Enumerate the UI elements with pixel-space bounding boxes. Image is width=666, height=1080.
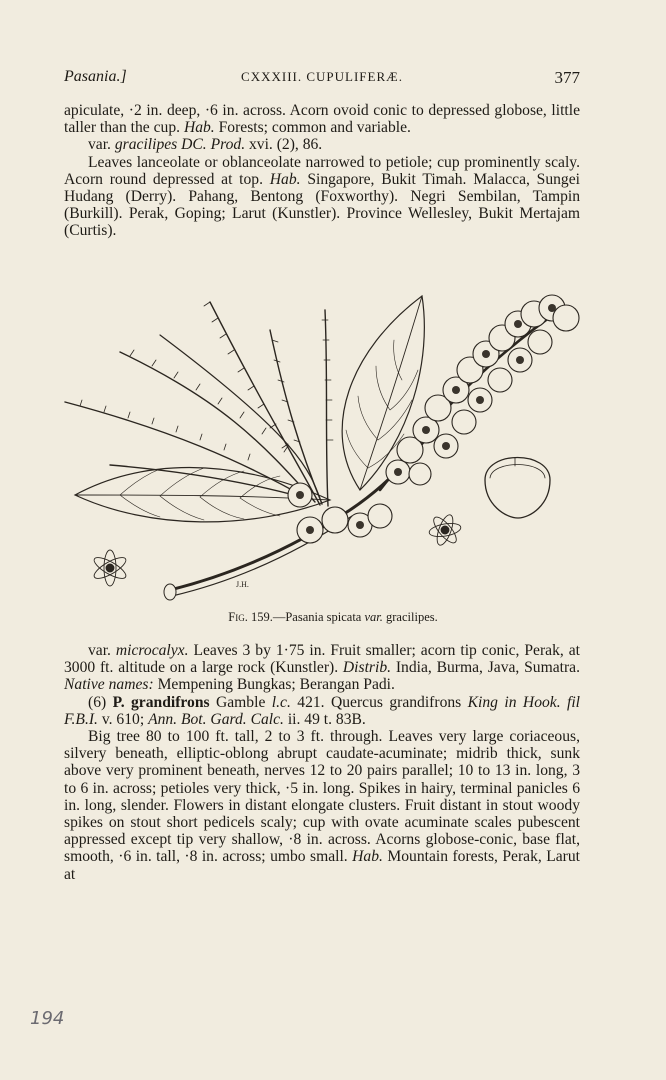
bottom-text-block: [64, 642, 580, 883]
page-number: 377: [554, 68, 580, 87]
species-description: Big tree 80 to 100 ft. tall, 2 to 3 ft. through. Leaves very large coriaceous, silvery beneath, elliptic-oblong abrupt caudate-acuminate; midrib thick, sunk above very prominent beneath, nerves 12 to 20 pairs parallel; 10 to 13 in. long, 3 to 6 in. across; petioles very thick, ·5 in. long. Spikes in hairy, terminal panicles 6 in. long, slender. Flowers in distant elongate clusters. Fruit distant in stout woody spikes on stout short pedicels scaly; cup with ovate acuminate scales pubescent appressed except tip very shallow, ·8 in. across. Acorns globose-conic, base flat, smooth, ·6 in. tall, ·8 in. across; umbo small. Hab. Mountain forests, Perak, Larut at: [64, 728, 580, 883]
variety-heading-gracilipes: var. gracilipes DC. Prod. xvi. (2), 86.: [88, 136, 323, 154]
paragraph-acorn: apiculate, ·2 in. deep, ·6 in. across. Acorn ovoid conic to depressed globose, little taller than the cup. Hab. Forests; common and variable.: [64, 102, 580, 137]
artist-initials: J.H.: [236, 580, 249, 589]
handwritten-margin-note: 194: [30, 1008, 65, 1029]
running-head-genus: Pasania.]: [64, 68, 127, 85]
species-heading-grandifrons: (6) P. grandifrons Gamble l.c. 421. Quercus grandifrons King in Hook. fil F.B.I. v. 610; Ann. Bot. Gard. Calc. ii. 49 t. 83B.: [64, 693, 581, 728]
running-head: [64, 68, 580, 92]
pasania-spicata-drawing: [60, 290, 600, 608]
figure-caption: Fig. 159.—Pasania spicata var. gracilipes.: [228, 610, 438, 624]
top-text-block: [64, 102, 580, 240]
variety-microcalyx: var. microcalyx. Leaves 3 by 1·75 in. Fruit smaller; acorn tip conic, Perak, at 3000 ft. altitude on a large rock (Kunstler). Distrib. India, Burma, Java, Sumatra. Native names: Mempening Bungkas; Berangan Padi.: [64, 642, 580, 694]
running-head-family: CXXXIII. CUPULIFERÆ.: [241, 69, 403, 84]
botanical-illustration: [60, 290, 600, 608]
paragraph-gracilipes: Leaves lanceolate or oblanceolate narrowed to petiole; cup prominently scaly. Acorn round depressed at top. Hab. Singapore, Bukit Timah. Malacca, Sungei Hudang (Derry). Pahang, Bentong (Foxworthy). Negri Sembilan, Tampin (Burkill). Perak, Goping; Larut (Kunstler). Province Wellesley, Bukit Mertajam (Curtis).: [64, 153, 580, 240]
